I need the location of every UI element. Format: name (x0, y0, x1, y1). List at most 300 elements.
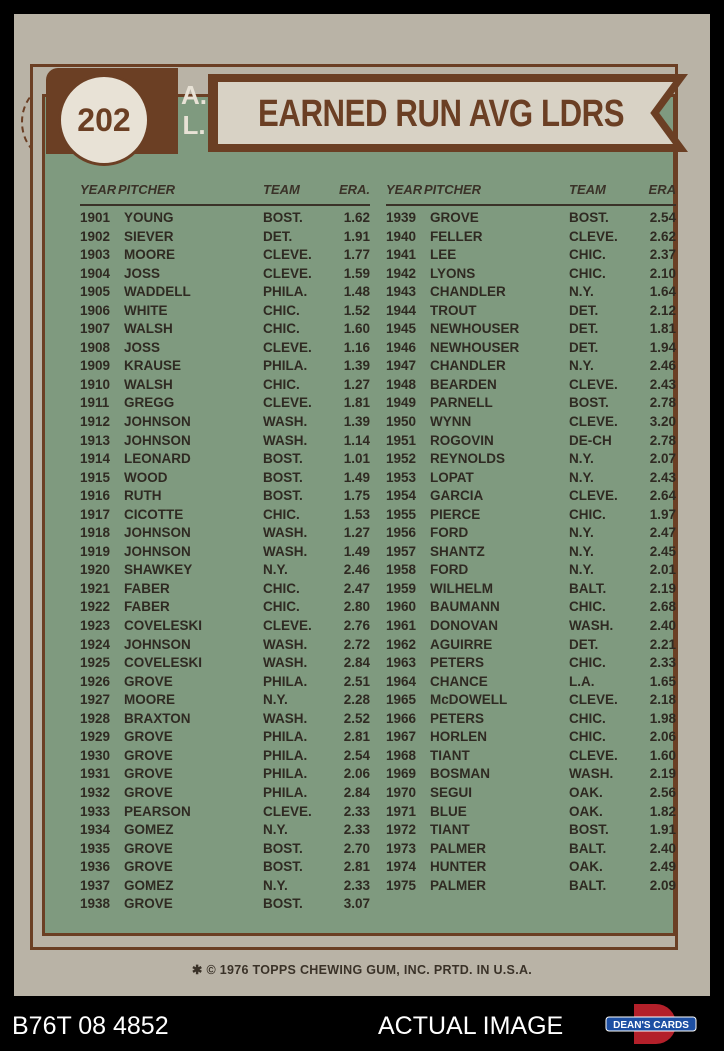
row-pitcher: GROVE (124, 673, 173, 689)
table-row (80, 637, 370, 656)
row-era: 1.59 (343, 265, 370, 281)
row-era: 1.97 (649, 506, 676, 522)
row-pitcher: TIANT (430, 747, 470, 763)
actual-image-label: ACTUAL IMAGE (378, 1012, 564, 1040)
table-row (80, 804, 370, 823)
row-pitcher: GROVE (124, 729, 173, 745)
table-row (386, 841, 676, 860)
row-era: 2.47 (649, 525, 676, 541)
row-year: 1973 (386, 840, 417, 856)
row-year: 1958 (386, 562, 417, 578)
row-pitcher: MOORE (124, 247, 176, 263)
table-row (386, 618, 676, 637)
row-pitcher: NEWHOUSER (430, 321, 520, 337)
row-team: L.A. (569, 673, 595, 689)
table-row (386, 284, 676, 303)
table-row (386, 451, 676, 470)
row-era: 1.64 (649, 284, 676, 300)
row-pitcher: LOPAT (430, 469, 474, 485)
table-row (386, 433, 676, 452)
row-pitcher: GARCIA (430, 488, 484, 504)
row-year: 1937 (80, 877, 111, 893)
row-year: 1934 (80, 822, 111, 838)
row-team: PHILA. (263, 358, 308, 374)
header-year: YEAR (386, 182, 423, 197)
row-pitcher: GOMEZ (124, 822, 174, 838)
row-era: 2.43 (649, 469, 676, 485)
row-era: 1.53 (343, 506, 370, 522)
row-era: 1.49 (343, 469, 370, 485)
row-pitcher: McDOWELL (430, 692, 508, 708)
row-team: BOST. (263, 469, 303, 485)
table-row (80, 488, 370, 507)
table-row (80, 395, 370, 414)
row-team: DET. (569, 339, 599, 355)
table-row (386, 229, 676, 248)
header-year: YEAR (80, 182, 117, 197)
right-header (386, 182, 676, 206)
row-team: N.Y. (569, 525, 594, 541)
row-era: 2.33 (343, 822, 370, 838)
row-pitcher: PETERS (430, 710, 485, 726)
row-team: N.Y. (263, 822, 288, 838)
row-year: 1943 (386, 284, 417, 300)
row-era: 2.46 (343, 562, 370, 578)
row-year: 1945 (386, 321, 417, 337)
row-era: 2.62 (649, 228, 676, 244)
row-team: PHILA. (263, 766, 308, 782)
row-era: 1.81 (343, 395, 370, 411)
copyright-line: ✱ © 1976 TOPPS CHEWING GUM, INC. PRTD. IN U.S.A. (191, 963, 533, 977)
row-team: WASH. (263, 543, 308, 559)
table-row (386, 488, 676, 507)
table-row (386, 377, 676, 396)
table-row (80, 692, 370, 711)
row-team: CHIC. (569, 506, 606, 522)
row-pitcher: TIANT (430, 822, 470, 838)
row-team: BOST. (569, 822, 609, 838)
row-year: 1951 (386, 432, 417, 448)
row-year: 1940 (386, 228, 417, 244)
row-year: 1965 (386, 692, 417, 708)
row-year: 1944 (386, 302, 417, 318)
row-year: 1913 (80, 432, 111, 448)
row-team: CHIC. (569, 247, 606, 263)
row-era: 2.49 (649, 859, 676, 875)
row-pitcher: GROVE (124, 840, 173, 856)
table-row (386, 692, 676, 711)
row-year: 1908 (80, 339, 111, 355)
table-row (386, 414, 676, 433)
row-pitcher: WHITE (124, 302, 168, 318)
row-year: 1909 (80, 358, 111, 374)
table-row (80, 247, 370, 266)
row-team: DET. (569, 321, 599, 337)
row-pitcher: SIEVER (124, 228, 174, 244)
card-number: 202 (77, 102, 131, 138)
table-row (386, 822, 676, 841)
row-era: 2.18 (649, 692, 676, 708)
row-year: 1930 (80, 747, 111, 763)
row-pitcher: YOUNG (124, 210, 174, 225)
table-row (80, 284, 370, 303)
row-team: CHIC. (569, 710, 606, 726)
row-era: 1.98 (649, 710, 676, 726)
table-row (80, 841, 370, 860)
row-pitcher: COVELESKI (124, 618, 203, 634)
table-row (80, 896, 370, 915)
row-pitcher: JOHNSON (124, 636, 191, 652)
row-pitcher: RUTH (124, 488, 162, 504)
row-team: CLEVE. (263, 247, 312, 263)
row-year: 1916 (80, 488, 111, 504)
row-pitcher: JOHNSON (124, 432, 191, 448)
row-era: 2.19 (649, 580, 676, 596)
row-team: N.Y. (569, 451, 594, 467)
row-pitcher: BAUMANN (430, 599, 500, 615)
row-era: 2.01 (649, 562, 676, 578)
table-row (386, 340, 676, 359)
row-year: 1919 (80, 543, 111, 559)
row-year: 1928 (80, 710, 111, 726)
row-team: OAK. (569, 803, 603, 819)
row-era: 1.82 (649, 803, 676, 819)
row-pitcher: CICOTTE (124, 506, 184, 522)
row-pitcher: BEARDEN (430, 376, 497, 392)
row-era: 1.81 (649, 321, 676, 337)
row-era: 2.21 (649, 636, 676, 652)
row-team: WASH. (263, 655, 308, 671)
row-era: 2.07 (649, 451, 676, 467)
row-year: 1906 (80, 302, 111, 318)
row-pitcher: MOORE (124, 692, 176, 708)
row-team: CLEVE. (569, 747, 618, 763)
row-era: 1.27 (343, 525, 370, 541)
row-year: 1946 (386, 339, 417, 355)
row-year: 1912 (80, 414, 111, 430)
row-team: PHILA. (263, 673, 308, 689)
row-era: 1.14 (343, 432, 370, 448)
row-pitcher: REYNOLDS (430, 451, 506, 467)
table-row (80, 525, 370, 544)
row-team: N.Y. (569, 543, 594, 559)
table-row (80, 562, 370, 581)
row-team: BOST. (263, 840, 303, 856)
table-row (80, 785, 370, 804)
row-team: DE-CH (569, 432, 612, 448)
table-row (80, 266, 370, 285)
row-era: 2.45 (649, 543, 676, 559)
right-column (386, 182, 676, 896)
row-era: 2.33 (343, 877, 370, 893)
row-year: 1929 (80, 729, 111, 745)
table-row (80, 340, 370, 359)
row-pitcher: NEWHOUSER (430, 339, 520, 355)
row-pitcher: JOSS (124, 265, 161, 281)
row-pitcher: GROVE (124, 784, 173, 800)
row-team: N.Y. (569, 358, 594, 374)
row-year: 1926 (80, 673, 111, 689)
row-year: 1903 (80, 247, 111, 263)
row-year: 1918 (80, 525, 111, 541)
league-label: A. L. (181, 80, 207, 140)
row-year: 1914 (80, 451, 111, 467)
row-pitcher: LEONARD (124, 451, 191, 467)
row-pitcher: WADDELL (124, 284, 191, 300)
row-era: 2.19 (649, 766, 676, 782)
row-era: 1.60 (649, 747, 676, 763)
row-year: 1957 (386, 543, 417, 559)
row-year: 1935 (80, 840, 111, 856)
row-team: OAK. (569, 859, 603, 875)
row-era: 1.65 (649, 673, 676, 689)
row-pitcher: BRAXTON (124, 710, 191, 726)
row-pitcher: BLUE (430, 803, 467, 819)
row-pitcher: WILHELM (430, 580, 493, 596)
table-row (80, 229, 370, 248)
row-year: 1932 (80, 784, 111, 800)
row-team: BOST. (263, 488, 303, 504)
row-team: DET. (263, 228, 293, 244)
table-row (386, 878, 676, 897)
row-year: 1966 (386, 710, 417, 726)
row-team: DET. (569, 302, 599, 318)
row-year: 1971 (386, 803, 417, 819)
row-pitcher: BOSMAN (430, 766, 490, 782)
row-team: WASH. (263, 710, 308, 726)
row-era: 2.70 (343, 840, 370, 856)
row-pitcher: JOHNSON (124, 414, 191, 430)
row-year: 1910 (80, 376, 111, 392)
row-pitcher: GOMEZ (124, 877, 174, 893)
row-year: 1970 (386, 784, 417, 800)
row-era: 2.72 (343, 636, 370, 652)
row-team: CHIC. (569, 729, 606, 745)
row-team: WASH. (569, 766, 614, 782)
row-pitcher: WALSH (124, 321, 173, 337)
row-pitcher: FABER (124, 599, 170, 615)
row-team: CHIC. (263, 599, 300, 615)
row-era: 1.77 (343, 247, 370, 263)
row-pitcher: GROVE (124, 747, 173, 763)
row-pitcher: KRAUSE (124, 358, 182, 374)
row-era: 2.06 (649, 729, 676, 745)
row-pitcher: WOOD (124, 469, 168, 485)
table-row (80, 766, 370, 785)
row-team: N.Y. (569, 562, 594, 578)
row-pitcher: WYNN (430, 414, 472, 430)
table-row (386, 395, 676, 414)
table-row (80, 470, 370, 489)
row-team: N.Y. (263, 877, 288, 893)
row-pitcher: ROGOVIN (430, 432, 494, 448)
table-row (80, 859, 370, 878)
table-row (386, 655, 676, 674)
row-team: BOST. (263, 210, 303, 225)
row-year: 1901 (80, 210, 111, 225)
row-era: 2.43 (649, 376, 676, 392)
row-era: 1.91 (343, 228, 370, 244)
table-row (386, 581, 676, 600)
row-team: BALT. (569, 840, 607, 856)
row-pitcher: CHANDLER (430, 284, 506, 300)
row-year: 1922 (80, 599, 111, 615)
row-team: WASH. (263, 636, 308, 652)
table-row (80, 729, 370, 748)
left-header (80, 182, 370, 206)
row-pitcher: PARNELL (430, 395, 493, 411)
row-pitcher: JOSS (124, 339, 161, 355)
table-row (386, 470, 676, 489)
row-era: 2.10 (649, 265, 676, 281)
row-era: 2.40 (649, 618, 676, 634)
row-era: 2.33 (649, 655, 676, 671)
row-team: CHIC. (263, 580, 300, 596)
row-era: 2.51 (343, 673, 370, 689)
row-pitcher: SEGUI (430, 784, 473, 800)
row-team: BOST. (263, 451, 303, 467)
row-team: BOST. (569, 395, 609, 411)
row-pitcher: PALMER (430, 877, 486, 893)
row-year: 1950 (386, 414, 417, 430)
table-row (386, 729, 676, 748)
table-row (80, 655, 370, 674)
row-era: 1.60 (343, 321, 370, 337)
table-row (386, 599, 676, 618)
table-row (386, 711, 676, 730)
table-row (80, 878, 370, 897)
row-pitcher: FABER (124, 580, 170, 596)
row-year: 1927 (80, 692, 111, 708)
row-team: WASH. (569, 618, 614, 634)
table-row (80, 377, 370, 396)
table-row (386, 637, 676, 656)
row-team: PHILA. (263, 729, 308, 745)
header-team: TEAM (569, 182, 606, 197)
row-era: 2.33 (343, 803, 370, 819)
table-row (80, 748, 370, 767)
row-year: 1911 (80, 395, 110, 411)
row-year: 1925 (80, 655, 111, 671)
row-team: CHIC. (263, 376, 300, 392)
row-team: WASH. (263, 525, 308, 541)
row-year: 1907 (80, 321, 111, 337)
row-year: 1961 (386, 618, 417, 634)
row-team: PHILA. (263, 284, 308, 300)
table-row (80, 674, 370, 693)
row-era: 2.54 (649, 210, 676, 225)
header-era: ERA. (338, 182, 370, 197)
row-year: 1953 (386, 469, 417, 485)
row-era: 2.68 (649, 599, 676, 615)
row-era: 2.81 (343, 729, 370, 745)
row-pitcher: GROVE (124, 896, 173, 912)
row-team: CLEVE. (263, 339, 312, 355)
row-year: 1917 (80, 506, 111, 522)
table-row (386, 358, 676, 377)
row-era: 2.06 (343, 766, 370, 782)
table-row (80, 544, 370, 563)
row-team: N.Y. (263, 692, 288, 708)
row-year: 1963 (386, 655, 417, 671)
row-year: 1947 (386, 358, 417, 374)
row-year: 1905 (80, 284, 111, 300)
row-era: 1.94 (649, 339, 676, 355)
row-pitcher: HUNTER (430, 859, 487, 875)
table-row (80, 358, 370, 377)
row-team: BALT. (569, 877, 607, 893)
row-team: CLEVE. (263, 265, 312, 281)
table-row (80, 822, 370, 841)
row-year: 1956 (386, 525, 417, 541)
row-era: 1.27 (343, 376, 370, 392)
header-team: TEAM (263, 182, 300, 197)
row-era: 1.48 (343, 284, 370, 300)
row-team: CLEVE. (569, 228, 618, 244)
table-row (386, 766, 676, 785)
header-era: ERA (648, 182, 676, 197)
row-team: CLEVE. (569, 692, 618, 708)
row-year: 1942 (386, 265, 417, 281)
row-era: 2.40 (649, 840, 676, 856)
row-team: CHIC. (263, 321, 300, 337)
row-pitcher: GROVE (430, 210, 479, 225)
table-row (386, 562, 676, 581)
row-year: 1968 (386, 747, 417, 763)
row-pitcher: JOHNSON (124, 525, 191, 541)
table-row (80, 507, 370, 526)
row-era: 1.16 (343, 339, 370, 355)
row-team: CLEVE. (569, 488, 618, 504)
row-year: 1955 (386, 506, 417, 522)
row-pitcher: PETERS (430, 655, 485, 671)
table-row (386, 804, 676, 823)
row-team: PHILA. (263, 784, 308, 800)
row-pitcher: JOHNSON (124, 543, 191, 559)
row-year: 1936 (80, 859, 111, 875)
table-row (80, 414, 370, 433)
row-era: 2.12 (649, 302, 676, 318)
row-year: 1939 (386, 210, 417, 225)
row-year: 1904 (80, 265, 111, 281)
row-pitcher: TROUT (430, 302, 477, 318)
row-team: CLEVE. (263, 618, 312, 634)
row-pitcher: GREGG (124, 395, 175, 411)
table-row (80, 711, 370, 730)
deans-cards-logo (604, 1002, 698, 1046)
row-pitcher: GROVE (124, 859, 173, 875)
row-era: 1.01 (343, 451, 370, 467)
row-year: 1923 (80, 618, 111, 634)
table-row (386, 785, 676, 804)
row-era: 1.49 (343, 543, 370, 559)
table-row (386, 859, 676, 878)
row-era: 1.39 (343, 414, 370, 430)
row-pitcher: PEARSON (124, 803, 191, 819)
row-pitcher: DONOVAN (430, 618, 499, 634)
table-row (386, 210, 676, 229)
row-year: 1948 (386, 376, 417, 392)
row-pitcher: CHANCE (430, 673, 488, 689)
left-column (80, 182, 370, 915)
row-team: CLEVE. (569, 414, 618, 430)
row-era: 2.64 (649, 488, 676, 504)
row-year: 1960 (386, 599, 417, 615)
table-row (80, 210, 370, 229)
table-row (386, 247, 676, 266)
row-year: 1959 (386, 580, 417, 596)
row-era: 2.09 (649, 877, 676, 893)
